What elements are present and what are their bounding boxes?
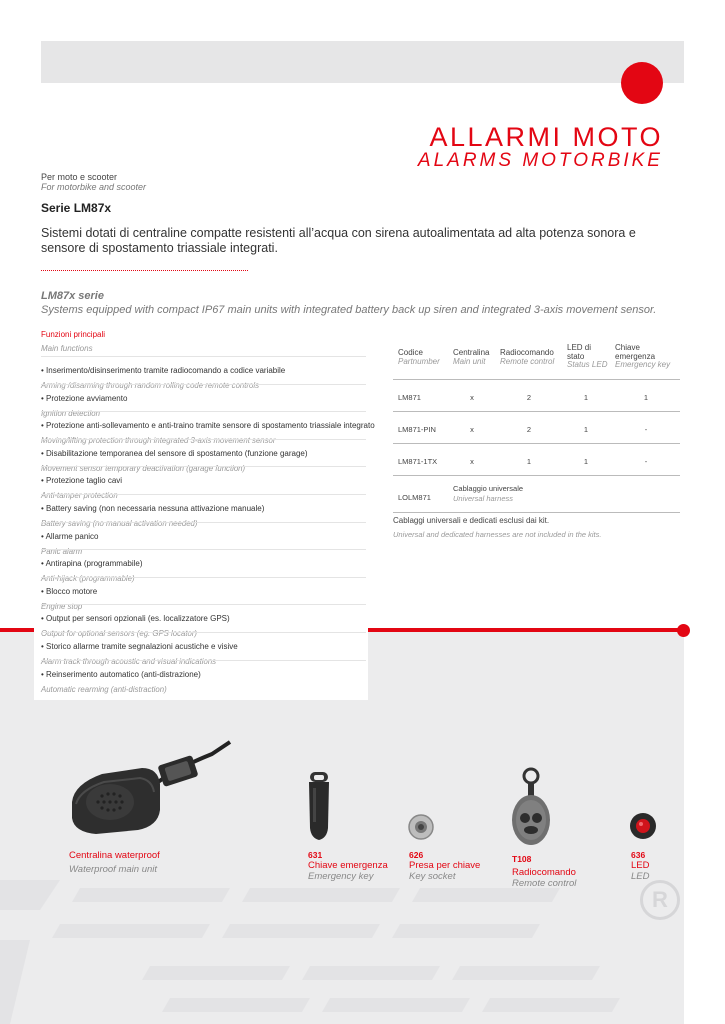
decorative-stripes xyxy=(0,880,684,1024)
led-image xyxy=(629,812,657,840)
product-code: T108 xyxy=(512,854,532,864)
row-key: - xyxy=(644,457,648,466)
series-description: Sistemi dotati di centraline compatte resistenti all’acqua con sirena autoalimentata ad alta potenza sonora e sensore di spostamento triassiale integrati. xyxy=(41,226,636,255)
brand-dot xyxy=(621,62,663,104)
header-band xyxy=(41,41,684,83)
table-row xyxy=(393,444,680,476)
row-key: 1 xyxy=(643,393,649,402)
function-label: • Protezione taglio cavi xyxy=(41,476,123,486)
list-item xyxy=(41,660,366,694)
row-main: x xyxy=(470,457,474,466)
functions-title-en: Main functions xyxy=(41,344,93,353)
col-code: Codice Partnumber xyxy=(398,348,440,366)
function-label: • Protezione anti-sollevamento e anti-traino tramite sensore di spostamento triassiale integrato xyxy=(41,421,375,431)
product-remote-control xyxy=(512,854,576,889)
harness-label: Cablaggio universale xyxy=(453,484,524,493)
page-subtitle: ALARMS MOTORBIKE xyxy=(417,150,663,171)
function-label: • Storico allarme tramite segnalazioni acustiche e visive xyxy=(41,641,238,651)
series-title: Serie LM87x xyxy=(41,201,112,215)
product-name: Presa per chiave xyxy=(409,860,481,871)
list-item xyxy=(41,601,366,639)
row-remote: 2 xyxy=(526,425,532,434)
series-title-en: LM87x serie xyxy=(41,290,104,302)
function-label: • Disabilitazione temporanea del sensore di spostamento (funzione garage) xyxy=(41,448,308,458)
function-label-en: Output for optional sensors (eg. GPS locator) xyxy=(41,629,198,639)
product-led xyxy=(631,850,649,882)
function-label: • Reinserimento automatico (anti-distrazione) xyxy=(41,669,201,679)
table-header xyxy=(393,340,680,380)
list-item xyxy=(41,356,366,390)
function-label-en: Engine stop xyxy=(41,601,83,611)
function-label-en: Anti-hijack (programmable) xyxy=(41,574,135,584)
function-label-en: Movement sensor temporary deactivation (garage function) xyxy=(41,463,246,473)
list-item xyxy=(41,632,366,666)
function-label-en: Panic alarm xyxy=(41,546,83,556)
functions-list xyxy=(41,356,375,694)
product-name-en: Waterproof main unit xyxy=(69,864,158,875)
table-note-en: Universal and dedicated harnesses are not included in the kits. xyxy=(393,530,602,539)
list-item xyxy=(41,546,366,584)
functions-title: Funzioni principali xyxy=(41,330,106,339)
list-item xyxy=(41,463,366,501)
list-item xyxy=(41,439,366,473)
row-main: x xyxy=(470,393,474,402)
function-label: • Blocco motore xyxy=(41,586,98,596)
function-label-en: Arming /disarming through random rolling code remote controls xyxy=(41,381,259,390)
page-title: ALLARMI MOTO xyxy=(429,122,663,152)
key-socket-image xyxy=(406,812,436,842)
emergency-key-image xyxy=(304,770,334,842)
list-item xyxy=(41,408,375,446)
table-row-harness xyxy=(393,476,680,513)
harness-label-en: Universal harness xyxy=(453,494,514,503)
kit-table xyxy=(393,340,680,513)
row-key: - xyxy=(644,425,648,434)
product-code: 636 xyxy=(631,850,646,860)
row-led: 1 xyxy=(583,393,589,402)
function-label-en: Automatic rearming (anti-distraction) xyxy=(41,684,167,694)
list-item xyxy=(41,577,366,611)
col-emergency-key: Chiave emergenza Emergency key xyxy=(615,343,671,369)
function-label-en: Alarm track through acoustic and visual indications xyxy=(41,656,217,666)
product-name: Radiocomando xyxy=(512,867,576,878)
list-item xyxy=(41,494,366,528)
function-label: • Antirapina (programmabile) xyxy=(41,559,143,569)
row-code: LM871-PIN xyxy=(398,425,436,434)
product-emergency-key xyxy=(308,850,388,882)
table-note: Cablaggi universali e dedicati esclusi dai kit. xyxy=(393,516,550,525)
registered-mark-icon: R xyxy=(640,880,680,920)
dotted-divider xyxy=(41,270,248,271)
product-name: Centralina waterproof xyxy=(69,850,160,861)
col-status-led: LED di stato Status LED xyxy=(567,343,608,369)
row-led: 1 xyxy=(583,457,589,466)
product-code: 631 xyxy=(308,850,323,860)
function-label-en: Moving/lifting protection through integrated 3-axis movement sensor xyxy=(41,436,276,446)
product-name-en: LED xyxy=(631,871,650,882)
row-code: LM871 xyxy=(398,393,421,402)
function-label: • Protezione avviamento xyxy=(41,393,128,403)
table-row xyxy=(393,412,680,444)
row-remote: 1 xyxy=(526,457,532,466)
product-name-en: Remote control xyxy=(512,878,577,889)
col-main-unit: Centralina Main unit xyxy=(453,348,490,366)
row-remote: 2 xyxy=(526,393,532,402)
col-remote: Radiocomando Remote control xyxy=(500,348,555,366)
function-label: • Battery saving (non necessaria nessuna attivazione manuale) xyxy=(41,503,265,513)
function-label-en: Ignition detection xyxy=(41,408,100,418)
product-name: LED xyxy=(631,860,650,871)
product-main-unit xyxy=(69,850,160,875)
product-name-en: Key socket xyxy=(409,871,456,882)
function-label: • Output per sensori opzionali (es. localizzatore GPS) xyxy=(41,614,230,624)
red-divider-dot xyxy=(677,624,690,637)
category-label-en: For motorbike and scooter xyxy=(41,182,147,192)
function-label-en: Anti-tamper protection xyxy=(41,491,118,501)
product-key-socket xyxy=(409,850,480,882)
table-row xyxy=(393,380,680,412)
harness-code: LOLM871 xyxy=(398,493,431,502)
series-description-en: Systems equipped with compact IP67 main units with integrated battery back up siren and integrated 3-axis movement sensor. xyxy=(41,304,657,316)
row-code: LM871-1TX xyxy=(398,457,438,466)
category-label: Per moto e scooter xyxy=(41,172,118,182)
function-label-en: Battery saving (no manual activation needed) xyxy=(41,518,198,528)
row-main: x xyxy=(470,425,474,434)
list-item xyxy=(41,522,366,556)
list-item xyxy=(41,384,366,418)
function-label: • Inserimento/disinserimento tramite radiocomando a codice variabile xyxy=(41,366,286,375)
product-name-en: Emergency key xyxy=(308,871,374,882)
product-code: 626 xyxy=(409,850,424,860)
function-label: • Allarme panico xyxy=(41,531,99,541)
remote-control-image xyxy=(510,766,552,848)
row-led: 1 xyxy=(583,425,589,434)
main-unit-image xyxy=(62,732,242,847)
product-name: Chiave emergenza xyxy=(308,860,388,871)
